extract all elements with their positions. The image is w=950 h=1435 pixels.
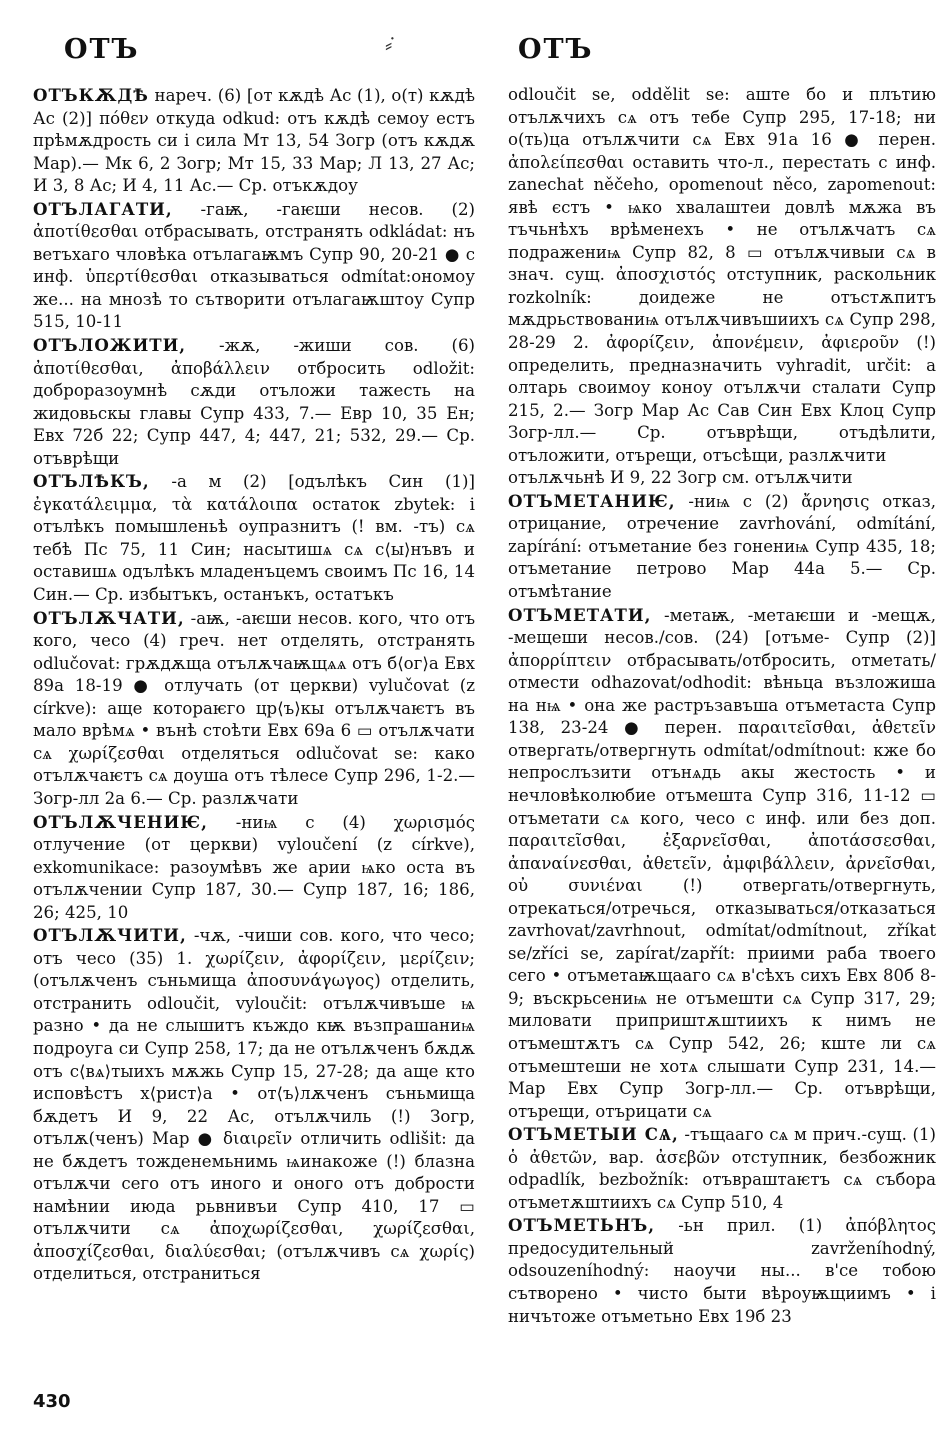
left-column xyxy=(33,84,475,1394)
dictionary-entry xyxy=(33,470,475,606)
right-column xyxy=(508,84,936,1394)
entry-body: -гаѭ, -гаѥши несов. (2) ἀποτίθεσθαι отбрасывать, отстранять odkládat: нъ ветъхаго чловѣка отълагаѭмъ Супр 90, 20-21 ● с инф. ὑπερτίθεσθαι отказываться odmítat:ономоу же... на мнозѣ то сътворити отълагаѭштоу Супр 515, 10-11 xyxy=(33,199,475,332)
dictionary-entry xyxy=(33,607,475,811)
dictionary-entry xyxy=(508,467,936,490)
dictionary-entry xyxy=(508,1123,936,1214)
entry-headword: ОТЪЛѪЧИТИ, xyxy=(33,925,187,946)
entry-headword: ОТЪЛОЖИТИ, xyxy=(33,335,187,356)
entry-body: отълѫчьнѣ И 9, 22 Зогр см. отълѫчити xyxy=(508,468,853,488)
running-head xyxy=(0,30,950,74)
dictionary-entry xyxy=(33,811,475,925)
dictionary-entry xyxy=(33,84,475,198)
entry-headword: ОТЪМЕТЫИ СѦ, xyxy=(508,1124,679,1145)
entry-body: -тъщааго сѧ м прич.-сущ. (1) ὁ ἀθετῶν, вар. ἀσεβῶν отступник, безбожник odpadlík, bezbožník: отъвраштаѥтъ сѧ събора отъметѫштиихъ сѧ Супр 510, 4 xyxy=(508,1125,936,1212)
dictionary-entry xyxy=(508,1214,936,1328)
entry-body: -жѫ, -жиши сов. (6) ἀποτίθεσθαι, ἀποβάλλειν отбросить odložit: доброразоумнѣ сѫди отъложи тажесть на жидовьскы главы Супр 433, 7.— Евр 10, 35 Ен; Евх 72б 22; Супр 447, 4; 447, 21; 532, 29.— Ср. отъврѣщи xyxy=(33,336,475,468)
running-head-mark: ⸗̇ xyxy=(385,33,393,58)
dictionary-entry xyxy=(33,198,475,334)
entry-headword: ОТЪЛѪЧАТИ, xyxy=(33,607,185,628)
dictionary-entry xyxy=(508,604,936,1124)
dictionary-entry-continuation xyxy=(508,84,936,467)
entry-body: -ниѩ с (4) χωρισμός отлучение (от церкви) vyloučení (z církve), exkomunikace: разоумѣвъ же арии ѩко оста въ отълѫчении Супр 187, 30.— Супр 187, 16; 186, 26; 425, 10 xyxy=(33,812,475,922)
entry-body: -метаѭ, -метаѥши и -мещѫ, -мещеши несов./сов. (24) [отъме- Супр (2)] ἀπορρίπτειν отбрасывать/отбросить, отметать/отмести odhazovat/odhodit: вѣньца възложиша на нѩ • она же растръзавъша отъметаста Супр 138, 23-24 ● перен. παραιτεῖσθαι, ἀθετεῖν отвергать/отвергнуть odmítat/odmítnout: кже бо непрослъзити отънѧдь акы жестость • и нечловѣколюбие отъмешта Супр 316, 11-12 ▭ отъметати сѧ кого, чесо с инф. или без доп. παραιτεῖσθαι, ἐξαρνεῖσθαι, ἀποτάσσεσθαι, ἀπαναίνεσθαι, ἀθετεῖν, ἀμφιβάλλειν, ἀρνεῖσθαι, οὐ συνιέναι (!) отвергать/отвергнуть, отрекаться/отречься, отказываться/отказаться zavrhovat/zavrhnout, odmítat/odmítnout, zříkat se/zříci se, zapírat/zapřít: приими раба твоего сего • отъметаѭщааго сѧ в'сѣхъ сихъ Евх 80б 8-9; въскрьсениѩ не отъмешти сѧ Супр 317, 29; миловати приприштѫштиихъ к нимъ не отъмештѫтъ сѧ Супр 542, 26; кште ли сѧ отъмештеши не хотѧ слышати Супр 231, 14.— Мар Евх Супр Зогр-лл.— Ср. отъврѣщи, отърещи, отърицати сѧ xyxy=(508,605,936,1121)
dictionary-entry xyxy=(508,490,936,604)
entry-body: -ниѩ с (2) ἄρνησις отказ, отрицание, отречение zavrhování, odmítání, zapírání: отъметание без гонениѩ Супр 435, 18; отъметание петрово Мар 44а 5.— Ср. отъмѣтание xyxy=(508,491,936,602)
running-head-left: ОТЪ xyxy=(64,34,140,65)
entry-headword: ОТЪМЕТЬНЪ, xyxy=(508,1215,656,1236)
entry-headword: ОТЪМЕТАНИѤ, xyxy=(508,490,676,511)
page-number: 430 xyxy=(33,1391,71,1412)
entry-body: -аѭ, -аѥши несов. кого, что отъ кого, чесо (4) греч. нет отделять, отстранять odlučovat: грѫдѫща отълѫчаѭщѧѧ отъ б⟨ог⟩а Евх 89а 18-19 ● отлучать (от церкви) vylučovat (z církve): аще котораѥго цр⟨ъ⟩кы отълѫчаѥтъ въ мало врѣмѧ • вънѣ стоѣти Евх 69а 6 ▭ отълѫчати сѧ χωρίζεσθαι отделяться odlučovat se: како отълѫчаѥтъ сѧ доуша отъ тѣлесе Супр 296, 1-2.— Зогр-лл 2а 6.— Ср. разлѫчати xyxy=(33,608,475,808)
entry-headword: ОТЪЛѢКЪ, xyxy=(33,471,150,492)
running-head-right: ОТЪ xyxy=(518,34,594,65)
entry-headword: ОТЪЛѪЧЕНИѤ, xyxy=(33,811,208,832)
entry-body: нареч. (6) [от кѫдѣ Ас (1), о(т) кѫдѣ Ас (2)] πόθεν откуда odkud: отъ кѫдѣ семоу естъ прѣмѫдрость си і сила Мт 13, 54 Зогр (отъ кѫдѫ Мар).— Мк 6, 2 Зогр; Мт 15, 33 Мар; Л 13, 27 Ас; И 3, 8 Ас; И 4, 11 Ас.— Ср. отъкѫдоу xyxy=(33,86,475,196)
entry-body: -ьн прил. (1) ἀπόβλητος предосудительный zavrženíhodný, odsouzeníhodný: наоучи ны... в'се тобою сътворено • чисто быти вѣроуѭщиимъ • і ничътоже отъметьно Евх 19б 23 xyxy=(508,1216,936,1326)
dictionary-entry xyxy=(33,334,475,470)
entry-headword: ОТЪЛАГАТИ, xyxy=(33,198,173,219)
entry-body: -а м (2) [одълѣкъ Син (1)] ἐγκατάλειμμα, τὰ κατάλοιπα остаток zbytek: і отълѣкъ помышленьѣ оупразнитъ (! вм. -тъ) сѧ тебѣ Пс 75, 11 Син; насытишѧ сѧ с⟨ы⟩нъвъ и оставишѧ одълѣкъ младенъцемъ своимъ Пс 16, 14 Син.— Ср. избытъкъ, останъкъ, остатъкъ xyxy=(33,472,475,605)
entry-headword: ОТЪКѪДѢ xyxy=(33,85,149,105)
entry-body: -чѫ, -чиши сов. кого, что чесо; отъ чесо (35) 1. χωρίζειν, ἀφορίζειν, μερίζειν; (отълѫченъ съньмища ἀποσυνάγωγος) отделить, отстранить odloučit, vyloučit: отълѫчивъше ѩ разно • да не слышитъ къждо кѭ възпрашаниѩ подроуга си Супр 258, 17; да не отълѫченъ бѫдѫ отъ с⟨вѧ⟩тыихъ мѫжь Супр 15, 27-28; да аще кто исповѣстъ х⟨рист⟩а • от⟨ъ⟩лѫченъ съньмища бѫдетъ И 9, 22 Ас, отълѫчиль (!) Зогр, отълѫ(ченъ) Мар ● διαιρεῖν отличить odlišit: да не бѫдетъ тожденемьнимь ѩинакоже (!) блазна отълѫчи сего отъ иного и оного отъ добрости намѣнии июда рьвнивъи Супр 410, 17 ▭ отълѫчити сѧ ἀποχωρίζεσθαι, χωρίζεσθαι, ἀποσχίζεσθαι, διαλύεσθαι; (отълѫчивъ сѧ χωρίς) отделиться, отстраниться xyxy=(33,926,475,1284)
dictionary-entry xyxy=(33,924,475,1286)
entry-headword: ОТЪМЕТАТИ, xyxy=(508,604,652,625)
entry-body: odloučit se, oddělit se: аште бо и плътию отълѫчихъ сѧ отъ тебе Супр 295, 17-18; ни о(ть)ца отълѫчити сѧ Евх 91а 16 ● перен. ἀπολείπεσθαι оставить что-л., перестать с инф. zanechat něčeho, opomenout něco, zapomenout: явѣ єстъ • ѩко хвалаштеи довлѣ мѫжа въ тъчьнѣхъ врѣменехъ • не отълѫчатъ сѧ подражениѩ Супр 82, 8 ▭ отълѫчивыи сѧ в знач. сущ. ἀποσχιστός отступник, раскольник rozkolník: доидеже не отъстѫпитъ мѫдрьствованиѩ отълѫчивъшиихъ сѧ Супр 298, 28-29 2. ἀφορίζειν, ἀπονέμειν, ἀφιεροῦν (!) определить, предназначить vyhradit, určit: а олтарь своимоу коноу отълѫчи сталати Супр 215, 2.— Зогр Мар Ас Сав Син Евх Клоц Супр Зогр-лл.— Ср. отъврѣщи, отъдѣлити, отъложити, отърещи, отъсѣщи, разлѫчити xyxy=(508,85,936,465)
